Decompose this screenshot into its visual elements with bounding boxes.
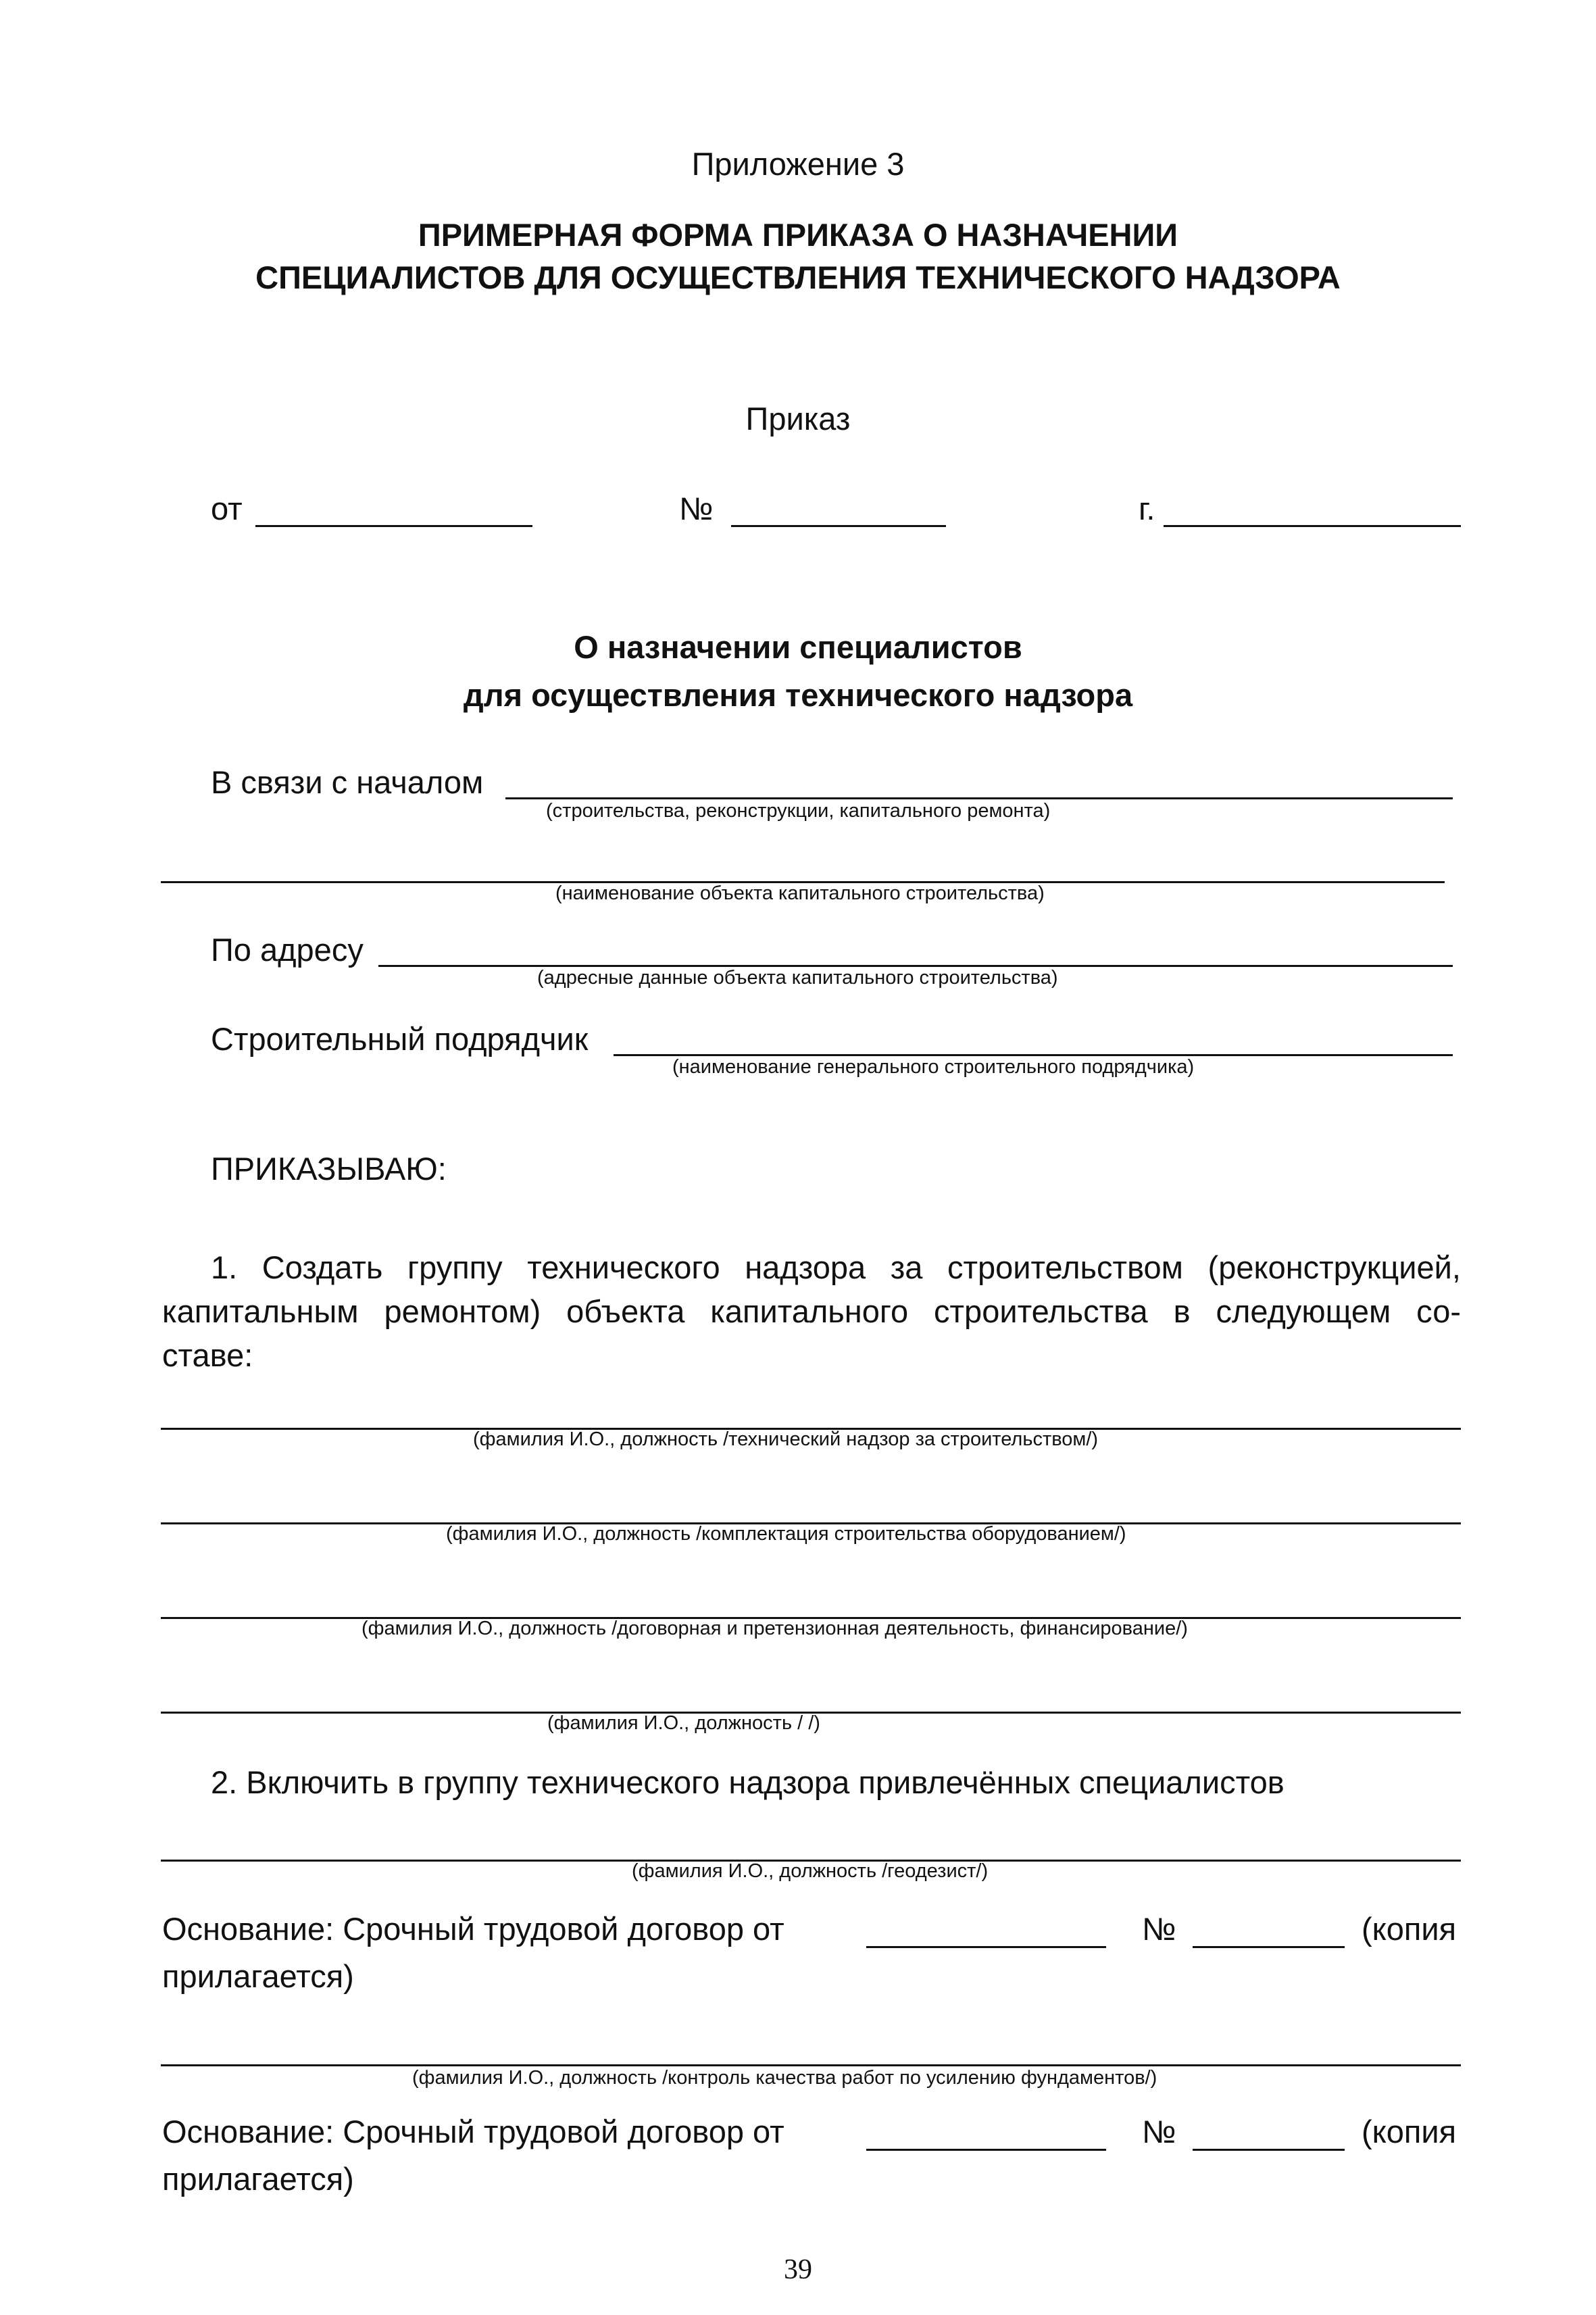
document-title-line1: ПРИМЕРНАЯ ФОРМА ПРИКАЗА О НАЗНАЧЕНИИ: [418, 217, 1178, 253]
document-title-line2: СПЕЦИАЛИСТОВ ДЛЯ ОСУЩЕСТВЛЕНИЯ ТЕХНИЧЕСКОГО НАДЗОРА: [255, 259, 1341, 295]
contractor-label: Строительный подрядчик: [211, 1021, 589, 1057]
contract-number-line-2[interactable]: [1193, 2149, 1345, 2151]
number-field-line[interactable]: [731, 525, 946, 527]
group-member-caption-3: (фамилия И.О., должность /договорная и претензионная деятельность, финансирование/): [361, 1618, 1188, 1639]
group-member-caption-1: (фамилия И.О., должность /технический надзор за строительством/): [473, 1428, 1099, 1450]
copy-end-2: прилагается): [162, 2161, 354, 2197]
order-heading: ПРИКАЗЫВАЮ:: [211, 1151, 447, 1187]
basis-label-2: Основание: Срочный трудовой договор от: [162, 2114, 784, 2149]
object-caption: (наименование объекта капитального строительства): [555, 882, 1045, 904]
page-number: 39: [784, 2254, 812, 2285]
number-label: №: [679, 491, 714, 526]
copy-start-2: (копия: [1362, 2114, 1457, 2149]
order-word: Приказ: [745, 401, 851, 437]
copy-end-1: прилагается): [162, 1958, 354, 1994]
contract-number-sign-2: №: [1142, 2114, 1176, 2149]
city-label: г.: [1139, 491, 1155, 526]
subject-line2: для осуществления технического надзора: [463, 677, 1133, 713]
item1-line2: капитальным ремонтом) объекта капитального строительства в следующем со-: [162, 1293, 1461, 1329]
item1-line1: 1. Создать группу технического надзора за строительством (реконструкцией,: [211, 1249, 1461, 1285]
contract-number-sign-1: №: [1142, 1911, 1176, 1947]
appendix-label: Приложение 3: [691, 146, 905, 182]
group-member-caption-4: (фамилия И.О., должность / /): [547, 1712, 820, 1734]
start-caption: (строительства, реконструкции, капитального ремонта): [546, 800, 1051, 822]
subject-line1: О назначении специалистов: [574, 629, 1022, 665]
address-label: По адресу: [211, 932, 364, 968]
group-member-caption-2: (фамилия И.О., должность /комплектация строительства оборудованием/): [446, 1523, 1126, 1545]
contract-date-line-2[interactable]: [866, 2149, 1106, 2151]
item1-line3: ставе:: [162, 1337, 253, 1373]
contractor-caption: (наименование генерального строительного подрядчика): [672, 1056, 1195, 1078]
specialist-caption-1: (фамилия И.О., должность /геодезист/): [632, 1860, 989, 1882]
item2-text: 2. Включить в группу технического надзора привлечённых специалистов: [211, 1764, 1285, 1800]
start-label: В связи с началом: [211, 764, 484, 800]
from-label: от: [211, 491, 243, 526]
date-field-line[interactable]: [255, 525, 532, 527]
contract-date-line-1[interactable]: [866, 1946, 1106, 1948]
address-caption: (адресные данные объекта капитального строительства): [537, 967, 1058, 989]
specialist-caption-2: (фамилия И.О., должность /контроль качества работ по усилению фундаментов/): [412, 2067, 1157, 2089]
basis-label-1: Основание: Срочный трудовой договор от: [162, 1911, 784, 1947]
contract-number-line-1[interactable]: [1193, 1946, 1345, 1948]
copy-start-1: (копия: [1362, 1911, 1457, 1947]
city-field-line[interactable]: [1164, 525, 1461, 527]
